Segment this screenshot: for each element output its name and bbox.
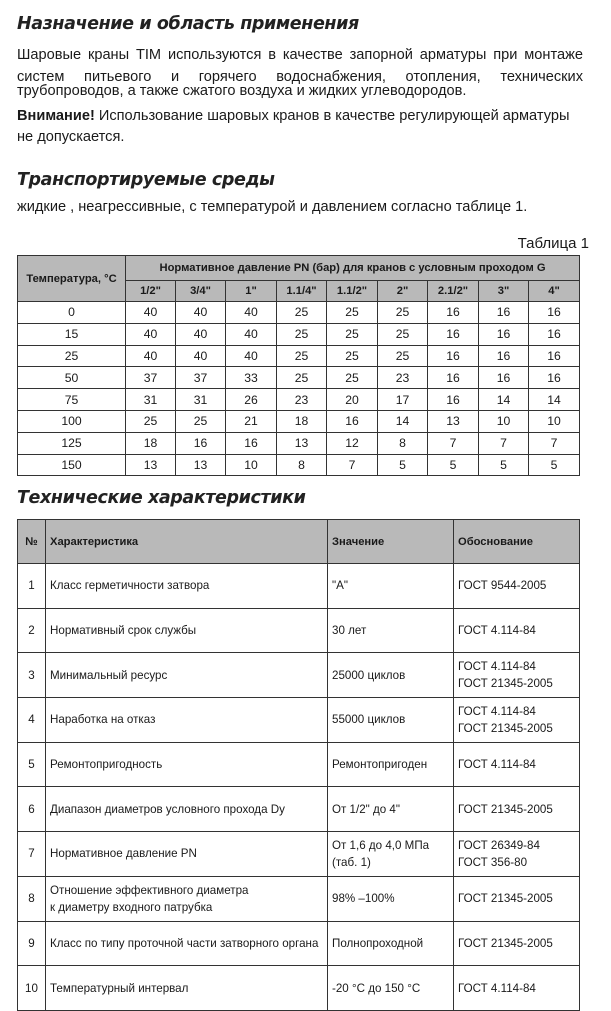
table-row [18,698,580,743]
characteristic-cell [46,564,328,609]
basis-cell-text: ГОСТ 21345-2005 [458,802,553,816]
pressure-cell: 31 [176,389,226,411]
number-cell-text: 1 [28,579,35,593]
basis-cell [454,608,580,653]
characteristic-cell-text: Класс по типу проточной части затворного органа [50,936,319,950]
table-row [18,921,580,966]
value-cell-text: 55000 циклов [332,713,406,727]
table-row [18,432,580,454]
temperature-cell: 100 [18,410,126,432]
pressure-cell: 7 [327,454,378,476]
value-cell-text: Ремонтопригоден [332,758,428,772]
number-cell [18,742,46,787]
pressure-cell: 16 [529,302,580,324]
table-row [18,367,580,389]
characteristic-cell [46,608,328,653]
pressure-cell: 40 [176,323,226,345]
table-row [18,323,580,345]
characteristic-cell-text: Диапазон диаметров условного прохода Dy [50,802,285,816]
number-cell-text: 7 [28,847,35,861]
pressure-cell: 25 [378,323,428,345]
pressure-cell: 40 [126,302,176,324]
number-cell-text: 10 [25,981,38,995]
value-cell [328,876,454,921]
table-row [18,454,580,476]
number-cell-text: 8 [28,892,35,906]
basis-cell-text: ГОСТ 4.114-84 [458,981,536,995]
characteristic-cell-text: Наработка на отказ [50,713,156,727]
value-cell-text: 25000 циклов [332,668,406,682]
pressure-cell: 16 [327,410,378,432]
number-cell [18,876,46,921]
basis-cell-text: ГОСТ 4.114-84 [458,758,536,772]
characteristic-cell [46,921,328,966]
basis-cell-text: ГОСТ 26349-84 ГОСТ 356-80 [458,838,540,869]
basis-cell [454,832,580,877]
basis-cell [454,653,580,698]
pressure-cell: 37 [176,367,226,389]
table-row [18,653,580,698]
media-text: жидкие , неагрессивные, с температурой и давлением согласно таблице 1. [17,199,528,215]
number-cell-text: 5 [28,758,35,772]
section-heading-purpose: Назначение и область применения [17,14,359,34]
pressure-cell: 25 [126,410,176,432]
value-cell [328,787,454,832]
basis-cell [454,921,580,966]
pressure-cell: 13 [126,454,176,476]
temperature-cell: 0 [18,302,126,324]
table-row [18,787,580,832]
pressure-cell: 10 [529,410,580,432]
pressure-cell: 7 [479,432,529,454]
value-cell-text: От 1/2" до 4" [332,802,401,816]
number-header: № [18,520,46,564]
number-cell [18,653,46,698]
number-cell [18,787,46,832]
pressure-cell: 13 [428,410,479,432]
value-cell [328,564,454,609]
pressure-cell: 10 [479,410,529,432]
number-cell [18,832,46,877]
pressure-cell: 25 [327,302,378,324]
basis-cell [454,876,580,921]
temperature-cell: 150 [18,454,126,476]
section-heading-media: Транспортируемые среды [17,170,275,190]
table-row [18,345,580,367]
pressure-cell: 18 [126,432,176,454]
value-cell-text: От 1,6 до 4,0 МПа (таб. 1) [332,838,430,869]
characteristic-cell-text: Температурный интервал [50,981,189,995]
pressure-cell: 14 [529,389,580,411]
pressure-cell: 40 [126,323,176,345]
temperature-header: Температура, °С [18,256,126,302]
characteristic-header: Характеристика [46,520,328,564]
pressure-cell: 16 [428,345,479,367]
basis-cell-text: ГОСТ 21345-2005 [458,936,553,950]
value-cell-text: 98% –100% [332,892,395,906]
number-cell-text: 4 [28,713,35,727]
temperature-cell: 125 [18,432,126,454]
basis-cell-text: ГОСТ 4.114-84 ГОСТ 21345-2005 [458,660,553,691]
specs-table [17,519,580,1011]
number-cell [18,966,46,1011]
purpose-paragraph: Шаровые краны TIM используются в качестве запорной арматуры при монтаже систем питьевого и горячего водоснабжения, отопления, технических [17,47,583,85]
characteristic-cell-text: Ремонтопригодность [50,758,163,772]
pressure-cell: 16 [529,323,580,345]
pressure-cell: 25 [277,302,327,324]
number-cell [18,698,46,743]
table-row [18,742,580,787]
pressure-cell: 8 [378,432,428,454]
pressure-cell: 25 [277,323,327,345]
pressure-cell: 40 [226,345,277,367]
pressure-cell: 8 [277,454,327,476]
number-cell-text: 2 [28,624,35,638]
table-row [18,832,580,877]
pressure-cell: 20 [327,389,378,411]
pressure-cell: 16 [428,367,479,389]
warning-label: Внимание! [17,108,95,124]
basis-header: Обоснование [454,520,580,564]
pressure-cell: 25 [327,345,378,367]
table-row [18,389,580,411]
pressure-cell: 16 [479,302,529,324]
pressure-cell: 18 [277,410,327,432]
value-cell-text: "А" [332,579,348,593]
pressure-cell: 13 [176,454,226,476]
value-cell [328,966,454,1011]
section-heading-specs: Технические характеристики [17,488,306,508]
pressure-cell: 26 [226,389,277,411]
pressure-cell: 21 [226,410,277,432]
pressure-cell: 16 [529,367,580,389]
pressure-cell: 5 [428,454,479,476]
pressure-group-header: Нормативное давление PN (бар) для кранов с условным проходом G [126,256,580,281]
value-cell [328,698,454,743]
pressure-cell: 25 [378,345,428,367]
characteristic-cell [46,832,328,877]
value-cell-text: Полнопроходной [332,936,424,950]
temperature-cell: 25 [18,345,126,367]
characteristic-cell-text: Нормативное давление PN [50,847,197,861]
pressure-cell: 16 [479,323,529,345]
pressure-cell: 16 [479,367,529,389]
temperature-cell: 15 [18,323,126,345]
size-header: 3" [479,281,529,302]
size-header: 2.1/2" [428,281,479,302]
basis-cell [454,787,580,832]
pressure-cell: 37 [126,367,176,389]
characteristic-cell-text: Класс герметичности затвора [50,579,210,593]
pressure-cell: 25 [327,367,378,389]
pressure-cell: 14 [378,410,428,432]
size-header: 1.1/2" [327,281,378,302]
characteristic-cell [46,876,328,921]
basis-cell [454,698,580,743]
pressure-cell: 17 [378,389,428,411]
pressure-cell: 10 [226,454,277,476]
pressure-cell: 31 [126,389,176,411]
pressure-cell: 33 [226,367,277,389]
value-cell [328,742,454,787]
table-row [18,608,580,653]
pressure-cell: 16 [176,432,226,454]
pressure-cell: 16 [428,389,479,411]
characteristic-cell-text: Минимальный ресурс [50,668,168,682]
pressure-cell: 16 [479,345,529,367]
pressure-cell: 25 [277,367,327,389]
value-header: Значение [328,520,454,564]
value-cell [328,921,454,966]
pressure-cell: 25 [277,345,327,367]
characteristic-cell-text: Отношение эффективного диаметра к диаметру входного патрубка [50,883,249,914]
basis-cell-text: ГОСТ 4.114-84 [458,624,536,638]
basis-cell [454,966,580,1011]
size-header: 4" [529,281,580,302]
basis-cell-text: ГОСТ 9544-2005 [458,579,547,593]
value-cell [328,832,454,877]
table-caption: Таблица 1 [517,235,589,252]
pressure-cell: 25 [176,410,226,432]
pressure-cell: 5 [529,454,580,476]
characteristic-cell [46,787,328,832]
number-cell [18,608,46,653]
pressure-cell: 5 [378,454,428,476]
pressure-cell: 5 [479,454,529,476]
characteristic-cell [46,653,328,698]
table-row [18,876,580,921]
value-cell [328,608,454,653]
pressure-cell: 25 [327,323,378,345]
pressure-cell: 16 [428,323,479,345]
number-cell [18,564,46,609]
pressure-cell: 23 [378,367,428,389]
number-cell-text: 3 [28,668,35,682]
pressure-cell: 40 [226,323,277,345]
pressure-cell: 25 [378,302,428,324]
basis-cell-text: ГОСТ 4.114-84 ГОСТ 21345-2005 [458,704,553,735]
pressure-cell: 16 [529,345,580,367]
warning-paragraph-end: не допускается. [17,129,125,145]
pressure-cell: 14 [479,389,529,411]
size-header: 1/2" [126,281,176,302]
table-row [18,302,580,324]
warning-paragraph [17,106,583,128]
characteristic-cell-text: Нормативный срок службы [50,624,197,638]
pressure-cell: 40 [126,345,176,367]
number-cell-text: 9 [28,936,35,950]
characteristic-cell [46,966,328,1011]
pressure-cell: 13 [277,432,327,454]
temperature-cell: 75 [18,389,126,411]
pressure-cell: 12 [327,432,378,454]
warning-text: Использование шаровых кранов в качестве регулирующей арматуры [94,108,570,124]
basis-cell [454,742,580,787]
pressure-cell: 16 [226,432,277,454]
size-header: 3/4" [176,281,226,302]
table-row [18,410,580,432]
value-cell-text: -20 °С до 150 °С [332,981,421,995]
characteristic-cell [46,742,328,787]
pressure-cell: 40 [176,345,226,367]
pressure-table [17,255,580,476]
pressure-cell: 40 [176,302,226,324]
pressure-cell: 16 [428,302,479,324]
basis-cell [454,564,580,609]
size-header: 2" [378,281,428,302]
value-cell-text: 30 лет [332,624,367,638]
table-row [18,966,580,1011]
table-row [18,564,580,609]
number-cell-text: 6 [28,802,35,816]
pressure-cell: 23 [277,389,327,411]
pressure-cell: 7 [428,432,479,454]
pressure-cell: 7 [529,432,580,454]
characteristic-cell [46,698,328,743]
purpose-paragraph-end: трубопроводов, а также сжатого воздуха и жидких углеводородов. [17,83,467,99]
value-cell [328,653,454,698]
basis-cell-text: ГОСТ 21345-2005 [458,892,553,906]
number-cell [18,921,46,966]
temperature-cell: 50 [18,367,126,389]
pressure-cell: 40 [226,302,277,324]
size-header: 1.1/4" [277,281,327,302]
size-header: 1" [226,281,277,302]
